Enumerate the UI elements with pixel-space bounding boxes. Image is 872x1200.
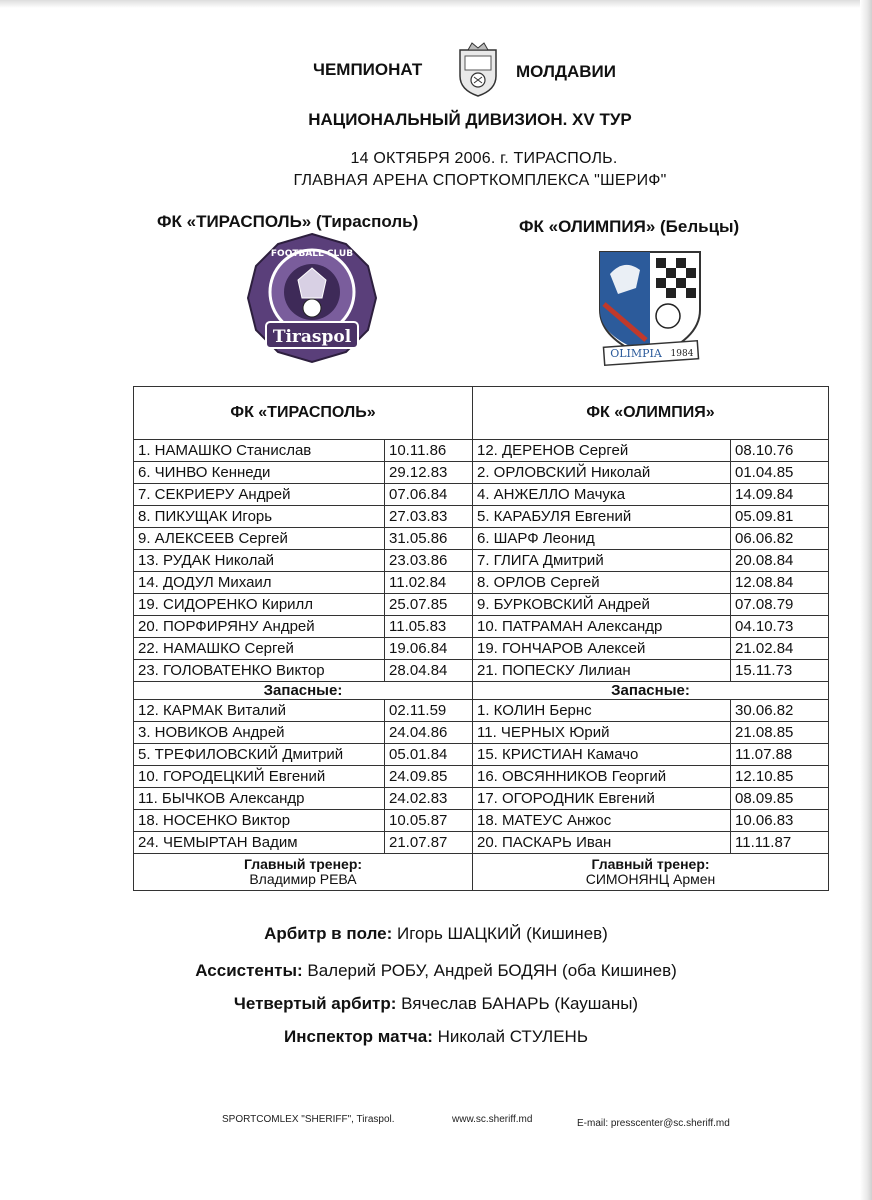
assistants-names: Валерий РОБУ, Андрей БОДЯН (оба Кишинев) — [307, 961, 677, 980]
home-player-birthdate: 27.03.83 — [385, 506, 473, 528]
federation-emblem-icon — [454, 40, 502, 98]
away-player-name: 15. КРИСТИАН Камачо — [473, 744, 731, 766]
home-player-name: 19. СИДОРЕНКО Кирилл — [134, 594, 385, 616]
referee-line — [0, 924, 872, 944]
footer-email: E-mail: presscenter@sc.sheriff.md — [577, 1118, 730, 1129]
away-player-name: 20. ПАСКАРЬ Иван — [473, 832, 731, 854]
home-player-birthdate: 11.05.83 — [385, 616, 473, 638]
home-team-logo — [246, 232, 378, 364]
away-player-name: 19. ГОНЧАРОВ Алексей — [473, 638, 731, 660]
home-player-name: 23. ГОЛОВАТЕНКО Виктор — [134, 660, 385, 682]
away-player-birthdate: 15.11.73 — [731, 660, 829, 682]
fourth-referee-name: Вячеслав БАНАРЬ (Каушаны) — [401, 994, 639, 1013]
away-roster-header: ФК «ОЛИМПИЯ» — [473, 387, 829, 440]
away-player-name: 18. МАТЕУС Анжос — [473, 810, 731, 832]
home-player-birthdate: 10.05.87 — [385, 810, 473, 832]
away-player-birthdate: 01.04.85 — [731, 462, 829, 484]
home-player-name: 13. РУДАК Николай — [134, 550, 385, 572]
subs-header-row — [134, 682, 829, 700]
away-team-title: ФК «ОЛИМПИЯ» (Бельцы) — [519, 217, 740, 236]
home-player-name: 7. СЕКРИЕРУ Андрей — [134, 484, 385, 506]
table-row — [134, 550, 829, 572]
away-subs-label: Запасные: — [473, 682, 829, 700]
away-player-birthdate: 08.10.76 — [731, 440, 829, 462]
assistants-label: Ассистенты: — [195, 961, 303, 980]
home-player-name: 10. ГОРОДЕЦКИЙ Евгений — [134, 766, 385, 788]
away-player-birthdate: 08.09.85 — [731, 788, 829, 810]
away-player-name: 8. ОРЛОВ Сергей — [473, 572, 731, 594]
home-player-birthdate: 24.04.86 — [385, 722, 473, 744]
away-player-birthdate: 12.10.85 — [731, 766, 829, 788]
away-player-name: 10. ПАТРАМАН Александр — [473, 616, 731, 638]
home-player-birthdate: 29.12.83 — [385, 462, 473, 484]
home-roster-header: ФК «ТИРАСПОЛЬ» — [134, 387, 473, 440]
home-player-name: 24. ЧЕМЫРТАН Вадим — [134, 832, 385, 854]
home-subs-label: Запасные: — [134, 682, 473, 700]
championship-right: МОЛДАВИИ — [516, 62, 616, 81]
table-row — [134, 572, 829, 594]
away-player-name: 16. ОВСЯННИКОВ Георгий — [473, 766, 731, 788]
away-player-birthdate: 20.08.84 — [731, 550, 829, 572]
away-player-name: 7. ГЛИГА Дмитрий — [473, 550, 731, 572]
table-row — [134, 810, 829, 832]
away-player-birthdate: 30.06.82 — [731, 700, 829, 722]
table-row — [134, 484, 829, 506]
home-player-birthdate: 24.09.85 — [385, 766, 473, 788]
away-player-name: 11. ЧЕРНЫХ Юрий — [473, 722, 731, 744]
home-player-name: 20. ПОРФИРЯНУ Андрей — [134, 616, 385, 638]
home-player-birthdate: 05.01.84 — [385, 744, 473, 766]
home-player-birthdate: 31.05.86 — [385, 528, 473, 550]
match-arena: ГЛАВНАЯ АРЕНА СПОРТКОМПЛЕКСА "ШЕРИФ" — [293, 172, 667, 189]
roster-table — [133, 386, 829, 891]
inspector-line — [0, 1027, 872, 1047]
table-row — [134, 700, 829, 722]
referee-name: Игорь ШАЦКИЙ (Кишинев) — [397, 924, 608, 943]
home-player-name: 22. НАМАШКО Сергей — [134, 638, 385, 660]
home-player-name: 12. КАРМАК Виталий — [134, 700, 385, 722]
table-row — [134, 832, 829, 854]
away-player-name: 2. ОРЛОВСКИЙ Николай — [473, 462, 731, 484]
away-player-name: 1. КОЛИН Бернс — [473, 700, 731, 722]
assistants-line — [0, 961, 872, 981]
away-player-name: 6. ШАРФ Леонид — [473, 528, 731, 550]
home-coach-cell — [134, 854, 473, 891]
away-player-name: 12. ДЕРЕНОВ Сергей — [473, 440, 731, 462]
table-row — [134, 462, 829, 484]
fourth-referee-label: Четвертый арбитр: — [233, 994, 397, 1013]
inspector-label: Инспектор матча: — [284, 1027, 433, 1046]
table-row — [134, 440, 829, 462]
home-player-name: 18. НОСЕНКО Виктор — [134, 810, 385, 832]
scan-top-shadow — [0, 0, 872, 8]
coach-row — [134, 854, 829, 891]
home-player-birthdate: 25.07.85 — [385, 594, 473, 616]
table-row — [134, 788, 829, 810]
home-player-name: 14. ДОДУЛ Михаил — [134, 572, 385, 594]
table-row — [134, 660, 829, 682]
away-logo-name: OLIMPIA — [610, 347, 662, 360]
away-logo-year: 1984 — [670, 349, 694, 359]
home-player-name: 5. ТРЕФИЛОВСКИЙ Дмитрий — [134, 744, 385, 766]
table-row — [134, 638, 829, 660]
match-date-place: 14 ОКТЯБРЯ 2006. г. ТИРАСПОЛЬ. — [350, 150, 618, 167]
home-player-name: 1. НАМАШКО Станислав — [134, 440, 385, 462]
away-player-birthdate: 12.08.84 — [731, 572, 829, 594]
home-player-birthdate: 28.04.84 — [385, 660, 473, 682]
table-row — [134, 594, 829, 616]
away-coach-cell — [473, 854, 829, 891]
away-player-name: 4. АНЖЕЛЛО Мачука — [473, 484, 731, 506]
home-player-birthdate: 11.02.84 — [385, 572, 473, 594]
home-player-name: 6. ЧИНВО Кеннеди — [134, 462, 385, 484]
home-player-birthdate: 21.07.87 — [385, 832, 473, 854]
home-logo-name: Tiraspol — [272, 327, 352, 347]
home-player-birthdate: 24.02.83 — [385, 788, 473, 810]
home-player-name: 8. ПИКУЩАК Игорь — [134, 506, 385, 528]
home-player-birthdate: 23.03.86 — [385, 550, 473, 572]
away-coach-label: Главный тренер: — [591, 856, 710, 872]
home-coach-name: Владимир РЕВА — [249, 871, 357, 887]
roster-header-row — [134, 387, 829, 440]
away-coach-name: СИМОНЯНЦ Армен — [585, 871, 716, 887]
footer-website: www.sc.sheriff.md — [452, 1114, 533, 1125]
fourth-referee-line — [0, 994, 872, 1014]
away-player-name: 9. БУРКОВСКИЙ Андрей — [473, 594, 731, 616]
home-player-name: 11. БЫЧКОВ Александр — [134, 788, 385, 810]
away-player-birthdate: 07.08.79 — [731, 594, 829, 616]
away-team-logo — [596, 244, 704, 368]
home-team-title: ФК «ТИРАСПОЛЬ» (Тирасполь) — [157, 212, 419, 231]
away-player-name: 17. ОГОРОДНИК Евгений — [473, 788, 731, 810]
home-player-name: 9. АЛЕКСЕЕВ Сергей — [134, 528, 385, 550]
away-player-birthdate: 06.06.82 — [731, 528, 829, 550]
home-player-birthdate: 02.11.59 — [385, 700, 473, 722]
away-player-birthdate: 11.07.88 — [731, 744, 829, 766]
away-player-name: 21. ПОПЕСКУ Лилиан — [473, 660, 731, 682]
home-player-birthdate: 10.11.86 — [385, 440, 473, 462]
home-player-name: 3. НОВИКОВ Андрей — [134, 722, 385, 744]
home-player-birthdate: 19.06.84 — [385, 638, 473, 660]
table-row — [134, 744, 829, 766]
away-player-birthdate: 21.08.85 — [731, 722, 829, 744]
away-player-birthdate: 21.02.84 — [731, 638, 829, 660]
table-row — [134, 506, 829, 528]
table-row — [134, 722, 829, 744]
home-coach-label: Главный тренер: — [243, 856, 363, 872]
away-player-birthdate: 11.11.87 — [731, 832, 829, 854]
home-logo-ring-text: FOOTBALL CLUB — [270, 249, 354, 259]
home-player-birthdate: 07.06.84 — [385, 484, 473, 506]
referee-label: Арбитр в поле: — [264, 924, 393, 943]
championship-left: ЧЕМПИОНАТ — [313, 60, 423, 79]
table-row — [134, 616, 829, 638]
away-player-birthdate: 14.09.84 — [731, 484, 829, 506]
table-row — [134, 528, 829, 550]
away-player-name: 5. КАРАБУЛЯ Евгений — [473, 506, 731, 528]
away-player-birthdate: 05.09.81 — [731, 506, 829, 528]
inspector-name: Николай СТУЛЕНЬ — [437, 1027, 588, 1046]
footer-company: SPORTCOMLEX "SHERIFF", Tiraspol. — [222, 1114, 395, 1125]
away-player-birthdate: 10.06.83 — [731, 810, 829, 832]
table-row — [134, 766, 829, 788]
away-player-birthdate: 04.10.73 — [731, 616, 829, 638]
division-title: НАЦИОНАЛЬНЫЙ ДИВИЗИОН. XV ТУР — [308, 110, 632, 129]
